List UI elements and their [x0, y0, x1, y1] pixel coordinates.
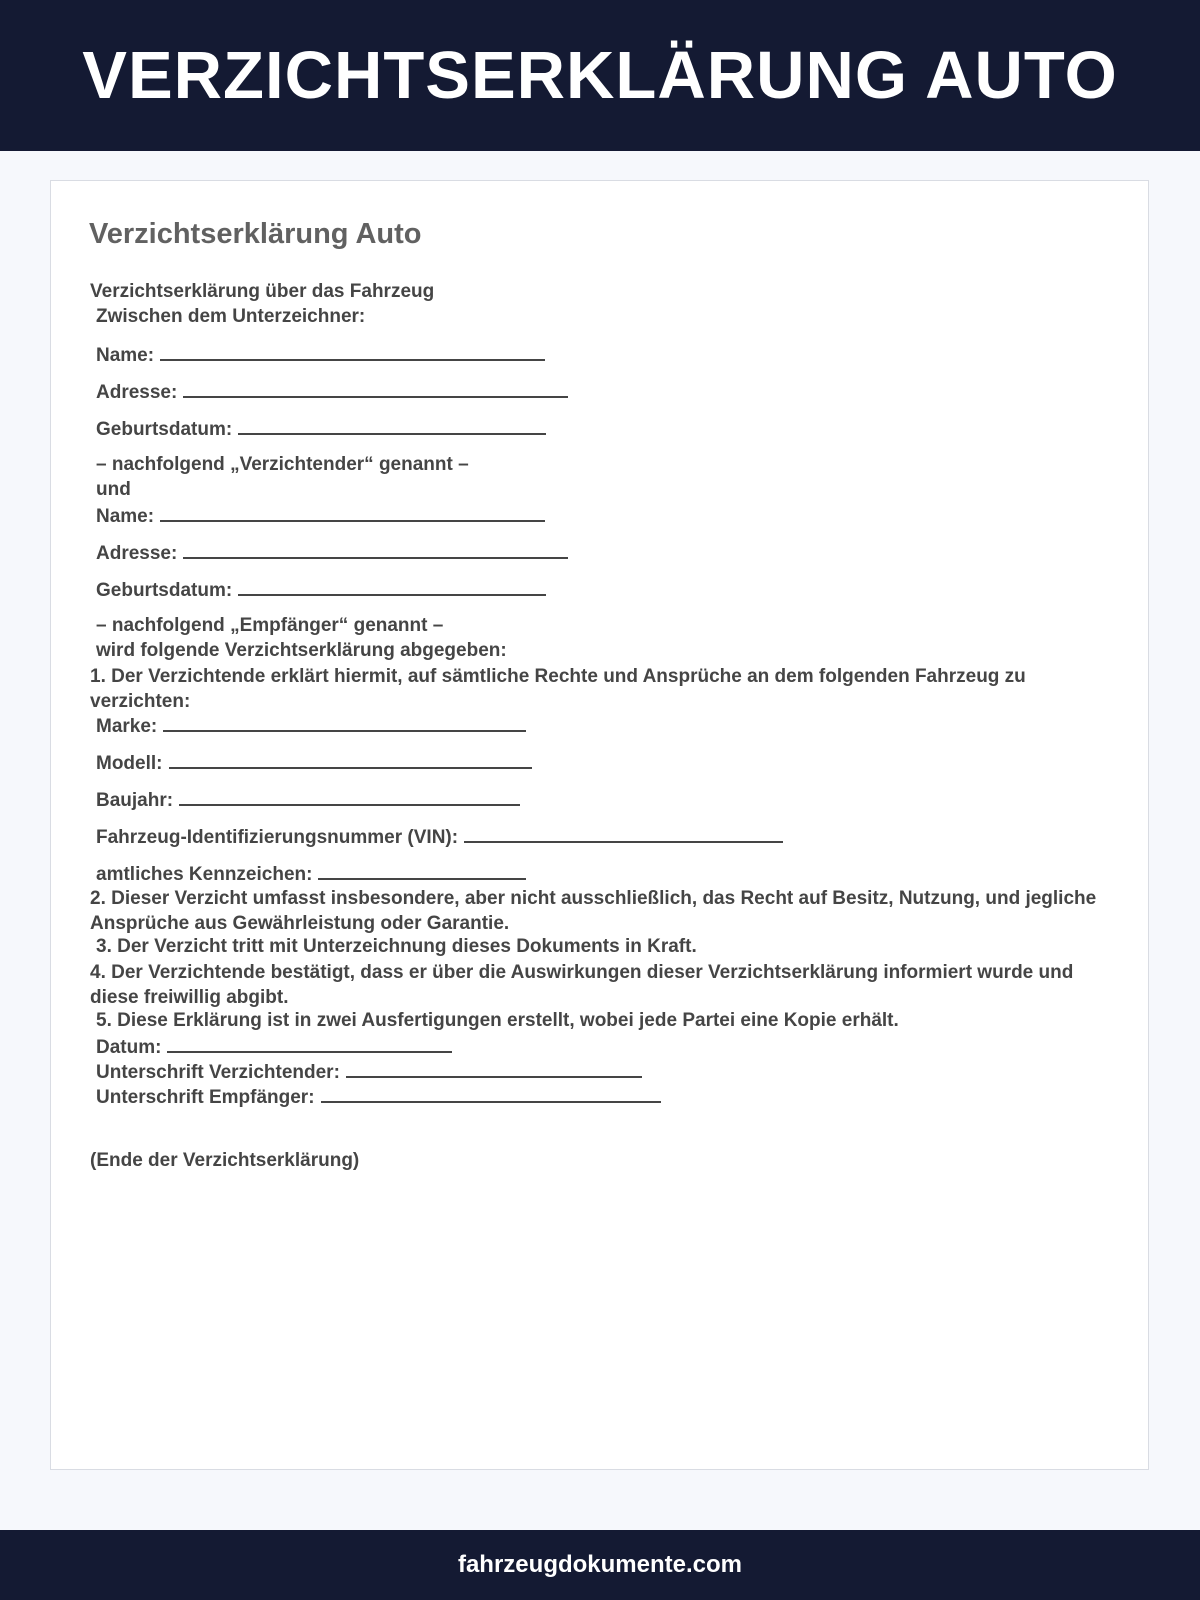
party1-birthdate-label: Geburtsdatum:	[96, 419, 233, 440]
vehicle-year-label: Baujahr:	[96, 790, 174, 811]
header-title: VERZICHTSERKLÄRUNG AUTO	[82, 38, 1118, 113]
party1-name-line	[96, 343, 545, 367]
party1-address-blank	[183, 380, 568, 398]
vehicle-brand-line	[96, 714, 526, 738]
clause-1: 1. Der Verzichtende erklärt hiermit, auf sämtliche Rechte und Ansprüche an dem folgenden Fahrzeug zu verzichten:	[90, 666, 1026, 712]
date-line	[96, 1035, 452, 1059]
party2-address-label: Adresse:	[96, 543, 178, 564]
party1-address-line	[96, 380, 568, 404]
party1-address-label: Adresse:	[96, 382, 178, 403]
party2-birthdate-label: Geburtsdatum:	[96, 580, 233, 601]
intro-text: wird folgende Verzichtserklärung abgegeben:	[96, 640, 507, 661]
waiver-signature-line	[96, 1060, 642, 1084]
vehicle-vin-label: Fahrzeug-Identifizierungsnummer (VIN):	[96, 827, 459, 848]
recipient-signature-label: Unterschrift Empfänger:	[96, 1087, 315, 1108]
party1-birthdate-line	[96, 417, 546, 441]
page-footer	[0, 1530, 1200, 1600]
document-subtitle: Verzichtserklärung über das Fahrzeug	[90, 281, 435, 302]
party1-name-label: Name:	[96, 345, 155, 366]
party2-name-label: Name:	[96, 506, 155, 527]
footer-site-link[interactable]: fahrzeugdokumente.com	[457, 1551, 743, 1578]
vehicle-vin-blank	[464, 825, 783, 843]
party2-designation: – nachfolgend „Empfänger“ genannt –	[96, 615, 444, 636]
party1-birthdate-blank	[238, 417, 546, 435]
vehicle-plate-blank	[318, 862, 526, 880]
vehicle-year-blank	[179, 788, 520, 806]
clause-3: 3. Der Verzicht tritt mit Unterzeichnung dieses Dokuments in Kraft.	[96, 936, 697, 957]
vehicle-brand-blank	[163, 714, 526, 732]
vehicle-brand-label: Marke:	[96, 716, 158, 737]
vehicle-plate-line	[96, 862, 526, 886]
vehicle-plate-label: amtliches Kennzeichen:	[96, 864, 313, 885]
waiver-signature-blank	[346, 1060, 642, 1078]
clause-5: 5. Diese Erklärung ist in zwei Ausfertigungen erstellt, wobei jede Partei eine Kopie erhält.	[96, 1010, 899, 1031]
clause-4: 4. Der Verzichtende bestätigt, dass er über die Auswirkungen dieser Verzichtserklärung informiert wurde und diese freiwillig abgibt.	[90, 962, 1074, 1008]
end-note: (Ende der Verzichtserklärung)	[90, 1150, 360, 1171]
party2-address-blank	[183, 541, 568, 559]
clause-2: 2. Dieser Verzicht umfasst insbesondere, aber nicht ausschließlich, das Recht auf Besitz, Nutzung, und jegliche Ansprüche aus Gewährleistung oder Garantie.	[90, 888, 1097, 934]
party1-designation: – nachfolgend „Verzichtender“ genannt –	[96, 454, 469, 475]
party2-name-line	[96, 504, 545, 528]
vehicle-vin-line	[96, 825, 783, 849]
waiver-signature-label: Unterschrift Verzichtender:	[96, 1062, 340, 1083]
page-header	[0, 0, 1200, 151]
party2-name-blank	[160, 504, 545, 522]
between-text: Zwischen dem Unterzeichner:	[96, 306, 366, 327]
party2-address-line	[96, 541, 568, 565]
party1-name-blank	[160, 343, 545, 361]
recipient-signature-line	[96, 1085, 661, 1109]
vehicle-model-blank	[169, 751, 532, 769]
and-text: und	[96, 479, 131, 500]
date-label: Datum:	[96, 1037, 162, 1058]
party2-birthdate-line	[96, 578, 546, 602]
recipient-signature-blank	[321, 1085, 661, 1103]
vehicle-model-line	[96, 751, 532, 775]
party2-birthdate-blank	[238, 578, 546, 596]
date-blank	[167, 1035, 452, 1053]
vehicle-model-label: Modell:	[96, 753, 163, 774]
vehicle-year-line	[96, 788, 520, 812]
document-title: Verzichtserklärung Auto	[89, 218, 422, 250]
